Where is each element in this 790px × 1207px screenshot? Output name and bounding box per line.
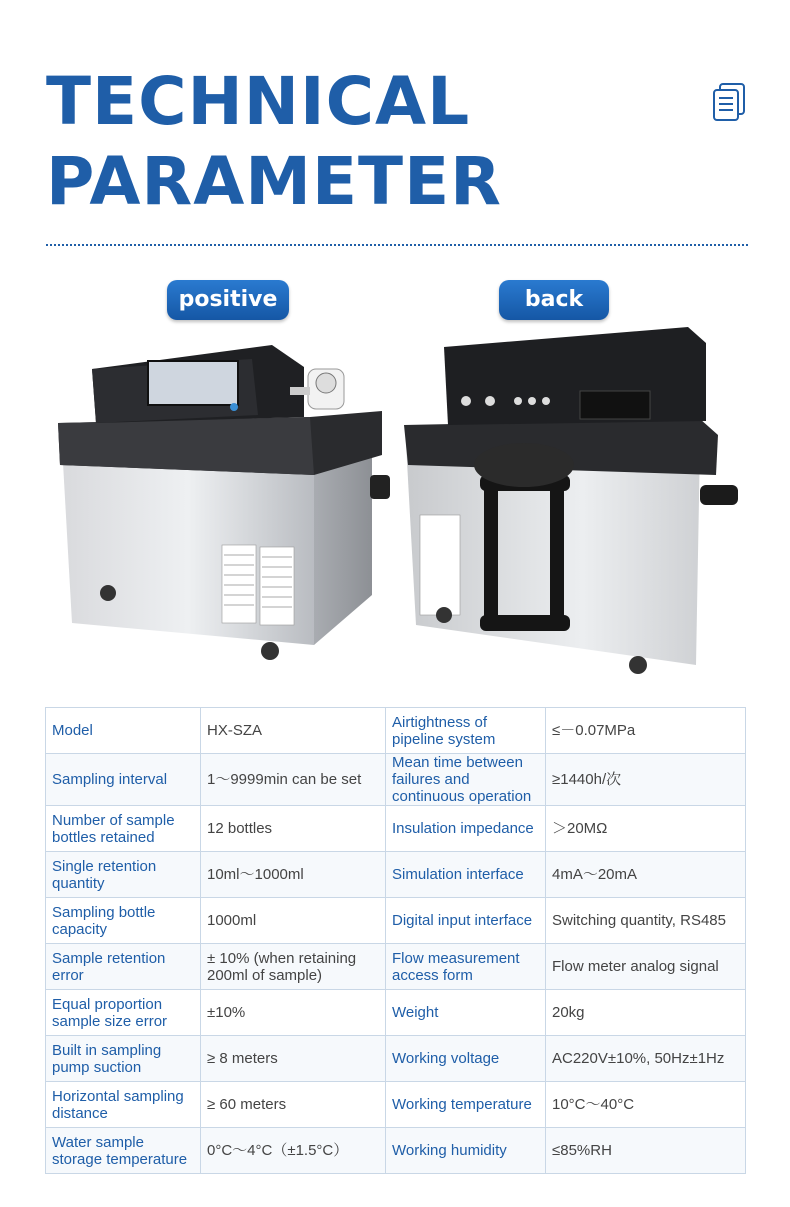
spec-label: Weight bbox=[386, 990, 546, 1036]
spec-value: 1～9999min can be set bbox=[201, 754, 386, 806]
spec-label: Working humidity bbox=[386, 1128, 546, 1174]
spec-label: Single retention quantity bbox=[46, 852, 201, 898]
spec-label: Sampling interval bbox=[46, 754, 201, 806]
product-front-photo bbox=[52, 325, 392, 665]
spec-label: Equal proportion sample size error bbox=[46, 990, 201, 1036]
spec-label: Flow measurement access form bbox=[386, 944, 546, 990]
spec-label: Airtightness of pipeline system bbox=[386, 708, 546, 754]
spec-value: ± 10% (when retaining 200ml of sample) bbox=[201, 944, 386, 990]
spec-value: 0°C～4°C（±1.5°C） bbox=[201, 1128, 386, 1174]
spec-value: 12 bottles bbox=[201, 806, 386, 852]
table-row bbox=[46, 1036, 746, 1082]
spec-label: Built in sampling pump suction bbox=[46, 1036, 201, 1082]
spec-label: Model bbox=[46, 708, 201, 754]
spec-label: Mean time between failures and continuous operation bbox=[386, 754, 546, 806]
spec-label: Working voltage bbox=[386, 1036, 546, 1082]
spec-label: Working temperature bbox=[386, 1082, 546, 1128]
table-row bbox=[46, 806, 746, 852]
spec-label: Sample retention error bbox=[46, 944, 201, 990]
table-row bbox=[46, 754, 746, 806]
spec-value: 10ml～1000ml bbox=[201, 852, 386, 898]
spec-label: Insulation impedance bbox=[386, 806, 546, 852]
spec-value: 4mA～20mA bbox=[546, 852, 746, 898]
spec-value: ≥ 60 meters bbox=[201, 1082, 386, 1128]
spec-value: ±10% bbox=[201, 990, 386, 1036]
spec-value: ≤85%RH bbox=[546, 1128, 746, 1174]
spec-value: ≥ 8 meters bbox=[201, 1036, 386, 1082]
table-row bbox=[46, 944, 746, 990]
page-title bbox=[46, 62, 502, 222]
positive-label: positive bbox=[167, 280, 289, 320]
spec-value: ≥1440h/次 bbox=[546, 754, 746, 806]
product-back-photo bbox=[400, 325, 745, 685]
table-row bbox=[46, 1128, 746, 1174]
title-line-1: TECHNICAL bbox=[46, 63, 471, 140]
spec-value: ＞20MΩ bbox=[546, 806, 746, 852]
spec-value: HX-SZA bbox=[201, 708, 386, 754]
table-row bbox=[46, 1082, 746, 1128]
spec-value: ≤－0.07MPa bbox=[546, 708, 746, 754]
back-label: back bbox=[499, 280, 609, 320]
title-divider bbox=[46, 244, 748, 246]
spec-value: AC220V±10%, 50Hz±1Hz bbox=[546, 1036, 746, 1082]
spec-label: Simulation interface bbox=[386, 852, 546, 898]
spec-label: Water sample storage temperature bbox=[46, 1128, 201, 1174]
table-row bbox=[46, 898, 746, 944]
spec-value: 20kg bbox=[546, 990, 746, 1036]
table-row bbox=[46, 990, 746, 1036]
spec-value: Switching quantity, RS485 bbox=[546, 898, 746, 944]
table-row bbox=[46, 708, 746, 754]
spec-value: 1000ml bbox=[201, 898, 386, 944]
spec-value: 10°C～40°C bbox=[546, 1082, 746, 1128]
table-row bbox=[46, 852, 746, 898]
specification-table bbox=[45, 707, 746, 1174]
title-line-2: PARAMETER bbox=[46, 143, 502, 220]
spec-label: Horizontal sampling distance bbox=[46, 1082, 201, 1128]
spec-label: Digital input interface bbox=[386, 898, 546, 944]
document-icon bbox=[711, 82, 749, 122]
spec-label: Number of sample bottles retained bbox=[46, 806, 201, 852]
spec-label: Sampling bottle capacity bbox=[46, 898, 201, 944]
spec-value: Flow meter analog signal bbox=[546, 944, 746, 990]
